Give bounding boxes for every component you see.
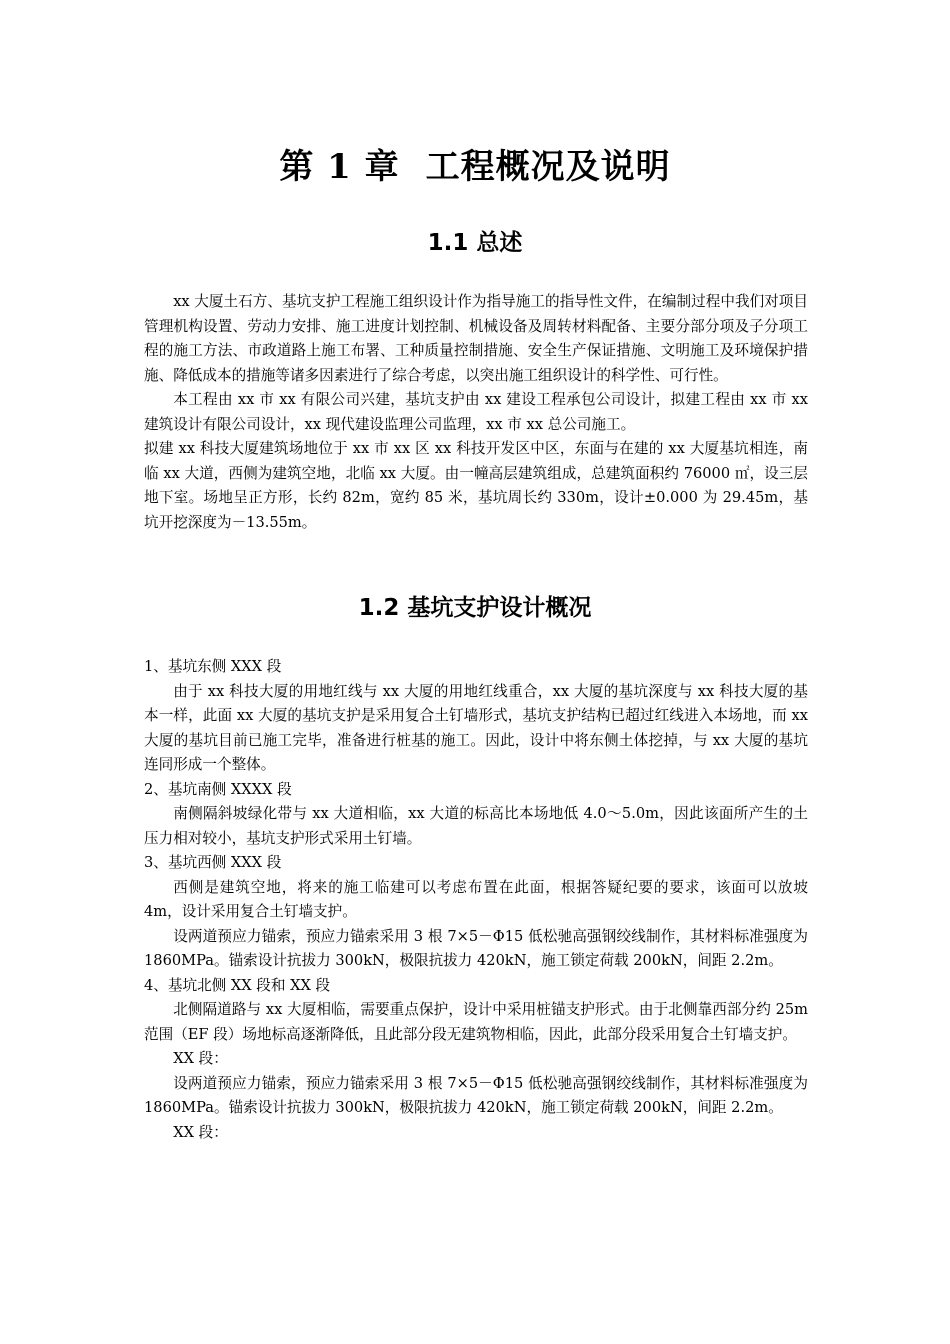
paragraph: 设两道预应力锚索，预应力锚索采用 3 根 7×5－Φ15 低松驰高强钢绞线制作，其材料标准强度为 1860MPa。锚索设计抗拔力 300kN，极限抗拔力 420kN，施工锁定荷载 200kN，间距 2.2m。 xyxy=(144,927,808,969)
item-heading: 1、基坑东侧 XXX 段 xyxy=(144,658,282,675)
sub-heading: XX 段： xyxy=(173,1123,228,1141)
paragraph: 由于 xx 科技大厦的用地红线与 xx 大厦的用地红线重合，xx 大厦的基坑深度与 xx 科技大厦的基本一样，此面 xx 大厦的基坑支护是采用复合土钉墙形式，基坑支护结构已超过红线进入本场地，而 xx 大厦的基坑目前已施工完毕，准备进行桩基的施工。因此，设计中将东侧土体挖掉，与 xx 大厦的基坑连同形成一个整体。 xyxy=(144,682,808,773)
chapter-name: 工程概况及说明 xyxy=(425,147,671,187)
item-heading: 3、基坑西侧 XXX 段 xyxy=(144,854,282,871)
section-1-2-body xyxy=(144,655,808,1145)
section-1-2-title: 1.2 基坑支护设计概况 xyxy=(358,595,592,621)
paragraph: 设两道预应力锚索，预应力锚索采用 3 根 7×5－Φ15 低松驰高强钢绞线制作，其材料标准强度为 1860MPa。锚索设计抗拔力 300kN，极限抗拔力 420kN，施工锁定荷载 200kN，间距 2.2m。 xyxy=(144,1074,808,1116)
paragraph: 拟建 xx 科技大厦建筑场地位于 xx 市 xx 区 xx 科技开发区中区，东面与在建的 xx 大厦基坑相连，南临 xx 大道，西侧为建筑空地，北临 xx 大厦。由一幢高层建筑组成，总建筑面积约 76000 ㎡，设三层地下室。场地呈正方形，长约 82m，宽约 85 米，基坑周长约 330m，设计±0.000 为 29.45m，基坑开挖深度为－13.55m。 xyxy=(144,440,808,531)
item-heading: 4、基坑北侧 XX 段和 XX 段 xyxy=(144,976,331,994)
sub-heading: XX 段： xyxy=(173,1050,228,1067)
paragraph: 北侧隔道路与 xx 大厦相临，需要重点保护，设计中采用桩锚支护形式。由于北侧靠西部分约 25m 范围（EF 段）场地标高逐渐降低，且此部分段无建筑物相临，因此，此部分段采用复合土钉墙支护。 xyxy=(144,1001,808,1043)
item-heading: 2、基坑南侧 XXXX 段 xyxy=(144,780,292,798)
chapter-number: 第 1 章 xyxy=(279,147,400,187)
paragraph: 南侧隔斜坡绿化带与 xx 大道相临，xx 大道的标高比本场地低 4.0～5.0m，因此该面所产生的土压力相对较小，基坑支护形式采用土钉墙。 xyxy=(144,805,808,847)
section-1-1-body xyxy=(144,290,808,535)
paragraph: 西侧是建筑空地，将来的施工临建可以考虑布置在此面，根据答疑纪要的要求，该面可以放坡 4m，设计采用复合土钉墙支护。 xyxy=(144,878,808,920)
chapter-title xyxy=(0,145,950,189)
section-1-1-title: 1.1 总述 xyxy=(427,230,523,256)
paragraph: 本工程由 xx 市 xx 有限公司兴建，基坑支护由 xx 建设工程承包公司设计，拟建工程由 xx 市 xx 建筑设计有限公司设计，xx 现代建设监理公司监理，xx 市 xx 总公司施工。 xyxy=(144,391,808,433)
paragraph: xx 大厦土石方、基坑支护工程施工组织设计作为指导施工的指导性文件，在编制过程中我们对项目管理机构设置、劳动力安排、施工进度计划控制、机械设备及周转材料配备、主要分部分项及子分项工程的施工方法、市政道路上施工布署、工种质量控制措施、安全生产保证措施、文明施工及环境保护措施、降低成本的措施等诸多因素进行了综合考虑，以突出施工组织设计的科学性、可行性。 xyxy=(144,293,808,384)
